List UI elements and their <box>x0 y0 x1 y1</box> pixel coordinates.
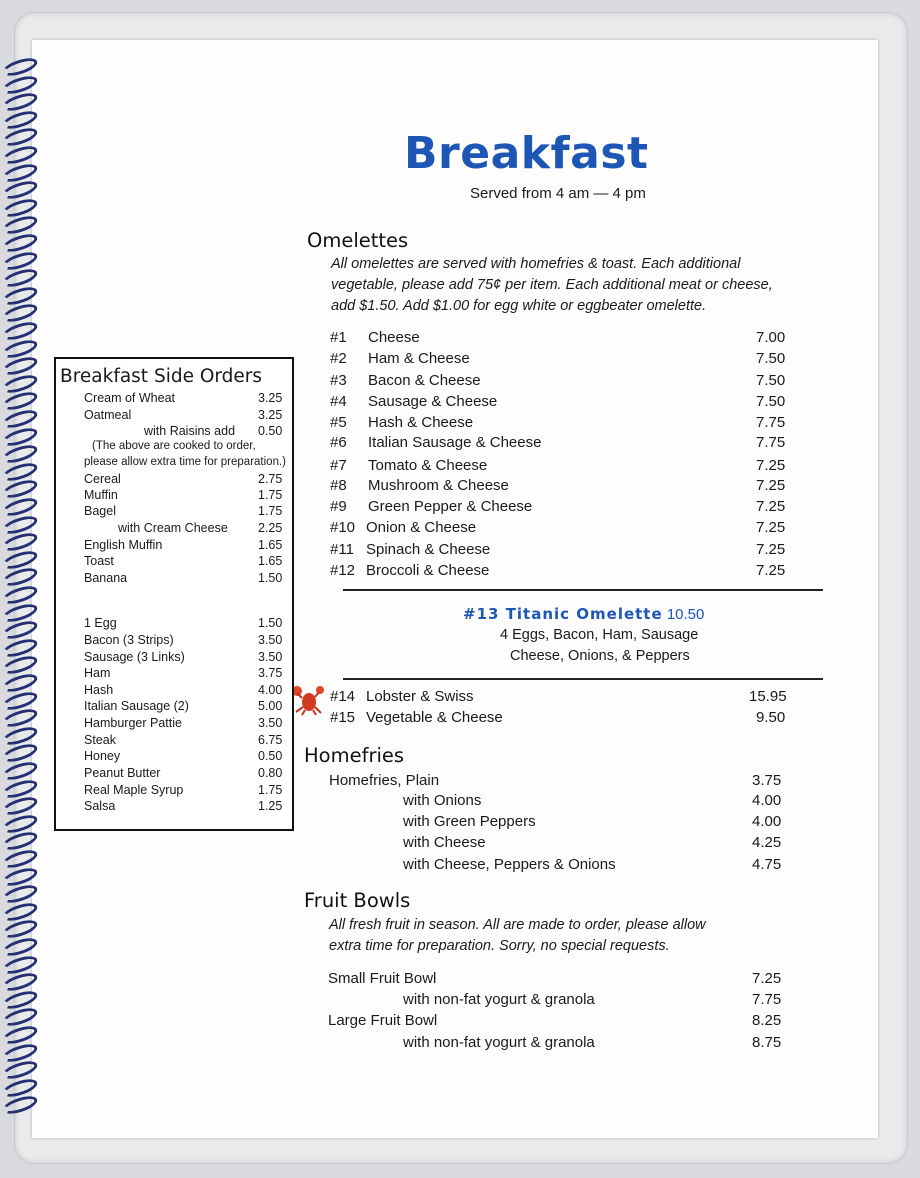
homefries-item: with Green Peppers <box>403 813 536 830</box>
homefries-price: 4.00 <box>752 813 782 830</box>
side-item: Honey <box>84 749 121 763</box>
homefries-price: 4.75 <box>752 856 782 873</box>
fruit-note-line: extra time for preparation. Sorry, no special requests. <box>329 938 670 954</box>
omelette-number: #14 <box>330 688 356 705</box>
homefries-item: with Onions <box>403 792 482 809</box>
homefries-item: Homefries, Plain <box>329 772 440 789</box>
omelette-number: #5 <box>330 414 347 431</box>
side-price: 3.25 <box>258 408 283 422</box>
fruit-price: 7.75 <box>752 991 782 1008</box>
side-item: Peanut Butter <box>84 766 161 780</box>
omelette-name: Broccoli & Cheese <box>366 562 490 579</box>
homefries-heading: Homefries <box>304 744 405 767</box>
fruit-bowls-heading: Fruit Bowls <box>304 889 411 912</box>
homefries-item: with Cheese, Peppers & Onions <box>403 856 616 873</box>
omelette-number: #11 <box>330 541 354 558</box>
page-title: Breakfast <box>404 128 649 179</box>
side-item: Muffin <box>84 488 118 502</box>
side-price: 3.25 <box>258 391 283 405</box>
omelette-price: 7.75 <box>756 434 786 451</box>
side-item: Banana <box>84 571 128 585</box>
side-price: 1.65 <box>258 538 283 552</box>
side-price: 1.75 <box>258 783 283 797</box>
omelette-price: 7.25 <box>756 477 786 494</box>
fruit-note <box>329 915 706 957</box>
side-item: Hamburger Pattie <box>84 716 182 730</box>
divider-line <box>343 589 823 591</box>
omelette-name: Green Pepper & Cheese <box>368 498 533 515</box>
side-price: 1.75 <box>258 488 283 502</box>
omelette-price: 7.00 <box>756 329 786 346</box>
omelette-number: #10 <box>330 519 356 536</box>
side-price: 3.50 <box>258 633 283 647</box>
omelette-name: Onion & Cheese <box>366 519 477 536</box>
omelette-number: #1 <box>330 329 347 346</box>
side-notice-line: please allow extra time for preparation.) <box>84 456 286 468</box>
spiral-binding <box>0 60 40 1120</box>
side-item: 1 Egg <box>84 616 117 630</box>
omelette-price: 7.50 <box>756 393 786 410</box>
omelette-name: Bacon & Cheese <box>368 372 481 389</box>
titanic-name: #13 Titanic Omelette <box>463 605 663 623</box>
titanic-omelette <box>463 605 704 623</box>
divider-line <box>343 678 823 680</box>
coil-loop <box>1 1093 40 1117</box>
served-hours: Served from 4 am — 4 pm <box>470 185 646 202</box>
side-item: Steak <box>84 733 116 747</box>
omelette-name: Cheese <box>368 329 420 346</box>
side-price: 4.00 <box>258 683 283 697</box>
side-item: Ham <box>84 666 111 680</box>
fruit-note-line: All fresh fruit in season. All are made to order, please allow <box>329 917 706 933</box>
omelette-price: 7.25 <box>756 457 786 474</box>
homefries-price: 3.75 <box>752 772 782 789</box>
omelette-price: 7.25 <box>756 498 786 515</box>
titanic-desc-line: 4 Eggs, Bacon, Ham, Sausage <box>500 627 699 643</box>
side-item: Bagel <box>84 504 116 518</box>
omelettes-note-line: add $1.50. Add $1.00 for egg white or eggbeater omelette. <box>331 298 707 314</box>
fruit-price: 7.25 <box>752 970 782 987</box>
omelettes-note-line: vegetable, please add 75¢ per item. Each additional meat or cheese, <box>331 277 773 293</box>
omelette-name: Tomato & Cheese <box>368 457 488 474</box>
omelette-price: 15.95 <box>749 688 787 705</box>
side-price: 1.50 <box>258 571 283 585</box>
homefries-item: with Cheese <box>403 834 486 851</box>
side-notice-line: (The above are cooked to order, <box>92 440 256 452</box>
side-price: 1.25 <box>258 799 283 813</box>
omelette-number: #7 <box>330 457 347 474</box>
side-item: with Raisins add <box>144 424 236 438</box>
side-item: Toast <box>84 554 114 568</box>
side-item: Bacon (3 Strips) <box>84 633 174 647</box>
side-item: Cream of Wheat <box>84 391 176 405</box>
fruit-price: 8.25 <box>752 1012 782 1029</box>
omelette-number: #15 <box>330 709 356 726</box>
side-price: 1.75 <box>258 504 283 518</box>
side-price: 0.80 <box>258 766 283 780</box>
side-item: Italian Sausage (2) <box>84 699 189 713</box>
omelette-price: 7.25 <box>756 519 786 536</box>
side-item: Sausage (3 Links) <box>84 650 185 664</box>
fruit-item: with non-fat yogurt & granola <box>403 1034 595 1051</box>
omelette-name: Hash & Cheese <box>368 414 474 431</box>
fruit-item: with non-fat yogurt & granola <box>403 991 595 1008</box>
omelettes-heading: Omelettes <box>307 229 409 252</box>
side-item: Oatmeal <box>84 408 132 422</box>
side-price: 3.75 <box>258 666 283 680</box>
omelette-name: Sausage & Cheese <box>368 393 498 410</box>
omelette-price: 7.25 <box>756 562 786 579</box>
omelette-name: Lobster & Swiss <box>366 688 474 705</box>
side-item: Cereal <box>84 472 121 486</box>
titanic-price: 10.50 <box>666 606 705 623</box>
omelette-name: Ham & Cheese <box>368 350 470 367</box>
omelette-number: #8 <box>330 477 347 494</box>
omelette-price: 9.50 <box>756 709 786 726</box>
omelettes-note <box>331 254 773 317</box>
side-item: Hash <box>84 683 114 697</box>
omelette-price: 7.50 <box>756 372 786 389</box>
side-price: 6.75 <box>258 733 283 747</box>
omelette-name: Italian Sausage & Cheese <box>368 434 542 451</box>
side-item: English Muffin <box>84 538 163 552</box>
side-price: 0.50 <box>258 424 283 438</box>
homefries-price: 4.00 <box>752 792 782 809</box>
side-orders-heading: Breakfast Side Orders <box>60 366 263 387</box>
side-price: 3.50 <box>258 650 283 664</box>
omelette-number: #9 <box>330 498 347 515</box>
omelette-price: 7.75 <box>756 414 786 431</box>
side-price: 2.75 <box>258 472 283 486</box>
omelette-name: Mushroom & Cheese <box>368 477 509 494</box>
omelette-price: 7.50 <box>756 350 786 367</box>
side-price: 1.65 <box>258 554 283 568</box>
side-price: 0.50 <box>258 749 283 763</box>
omelette-number: #3 <box>330 372 347 389</box>
side-price: 5.00 <box>258 699 283 713</box>
titanic-desc-line: Cheese, Onions, & Peppers <box>510 648 690 664</box>
side-price: 3.50 <box>258 716 283 730</box>
side-item: with Cream Cheese <box>118 521 228 535</box>
omelette-number: #6 <box>330 434 347 451</box>
side-item: Salsa <box>84 799 116 813</box>
omelette-number: #12 <box>330 562 356 579</box>
fruit-item: Large Fruit Bowl <box>328 1012 438 1029</box>
fruit-item: Small Fruit Bowl <box>328 970 437 987</box>
omelette-number: #4 <box>330 393 347 410</box>
omelette-price: 7.25 <box>756 541 786 558</box>
homefries-price: 4.25 <box>752 834 782 851</box>
omelette-name: Vegetable & Cheese <box>366 709 503 726</box>
omelettes-note-line: All omelettes are served with homefries & toast. Each additional <box>331 256 741 272</box>
side-item: Real Maple Syrup <box>84 783 184 797</box>
side-price: 1.50 <box>258 616 283 630</box>
fruit-price: 8.75 <box>752 1034 782 1051</box>
omelette-number: #2 <box>330 350 347 367</box>
side-price: 2.25 <box>258 521 283 535</box>
omelette-name: Spinach & Cheese <box>366 541 491 558</box>
